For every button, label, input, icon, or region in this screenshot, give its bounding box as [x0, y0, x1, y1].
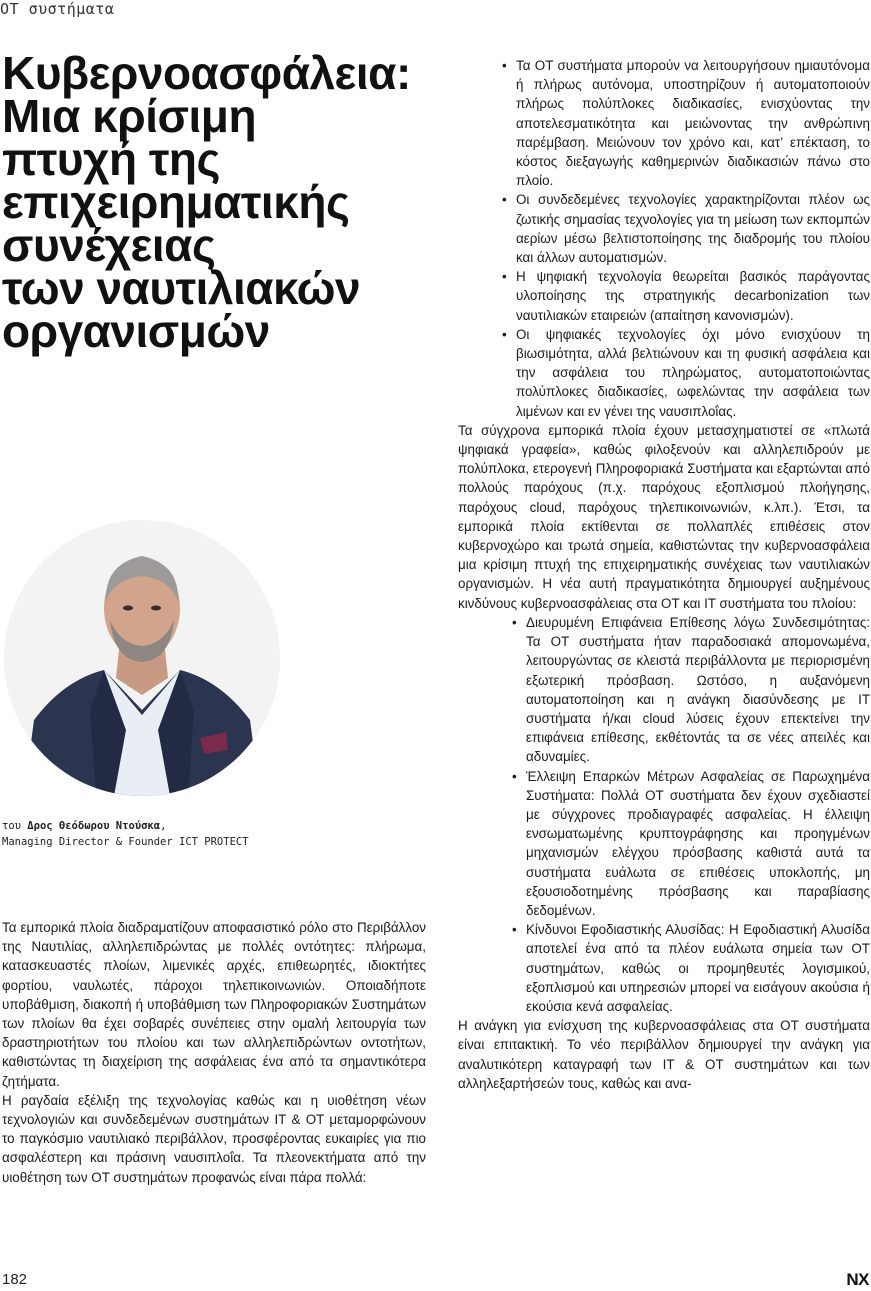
- right-column: [458, 56, 870, 1093]
- risks-list: [458, 613, 870, 1016]
- benefits-list: [458, 56, 870, 421]
- author-photo-illustration: [4, 520, 280, 796]
- list-item: • Κίνδυνοι Εφοδιαστικής Αλυσίδας: Η Εφοδιαστική Αλυσίδα αποτελεί ένα από τα πλέον ευάλωτα σημεία των OT συστημάτων, καθώς οι προμηθευτές λογισμικού, εξοπλισμού και υπηρεσιών μπορεί να εισάγουν ακούσια ή εκούσια κενά ασφαλείας.: [526, 920, 870, 1016]
- title-line: συνέχειας: [2, 219, 216, 271]
- title-line: επιχειρηματικής: [2, 176, 350, 228]
- magazine-logo: NX: [846, 1270, 869, 1289]
- body-paragraph: Τα σύγχρονα εμπορικά πλοία έχουν μετασχηματιστεί σε «πλωτά ψηφιακά γραφεία», καθώς φιλοξενούν και αλληλεπιδρούν με πολύπλοκα, ετερογενή Πληροφοριακά Συστήματα και εξαρτώνται από πολλούς παρόχους (π.χ. παρόχους εξοπλισμού πλοήγησης, παρόχους cloud, παρόχους τηλεπικοινωνιών, κ.λπ.). Έτσι, τα εμπορικά πλοία εκτίθενται σε πολλαπλές επιθέσεις στον κυβερνοχώρο και τρωτά σημεία, καθιστώντας την κυβερνοασφάλεια μια κρίσιμη πτυχή της επιχειρηματικής συνέχειας των ναυτιλιακών οργανισμών. Η νέα αυτή πραγματικότητα δημιουργεί αυξημένους κινδύνους κυβερνοασφάλειας στα OT και IT συστήματα του πλοίου:: [458, 422, 870, 611]
- body-paragraph: Τα εμπορικά πλοία διαδραματίζουν αποφασιστικό ρόλο στο Περιβάλλον της Ναυτιλίας, αλληλεπιδρώντας με πολλές οντότητες: πλήρωμα, κατασκευαστές πλοίων, λιμενικές αρχές, επιθεωρητές, ιδιοκτήτες φορτίου, ναυλωτές, πάροχοι τηλεπικοινωνιών. Οποιαδήποτε υποβάθμιση, διακοπή ή υποβάθμιση των Πληροφοριακών Συστημάτων των πλοίων θα έχει σοβαρές συνέπειες στην ομαλή λειτουργία των δραστηριοτήτων του πλοίου και των αλληλεπιδρώντων οντοτήτων, καθιστώντας τη διαχείριση της ασφάλειας ένα από τα σημαντικότερα ζητήματα.: [2, 920, 426, 1089]
- list-item: • Η ψηφιακή τεχνολογία θεωρείται βασικός παράγοντας υλοποίησης της στρατηγικής decarbonization των ναυτιλιακών εταιρειών (απαίτηση κανονισμών).: [516, 267, 870, 325]
- section-tag: OT συστήματα: [0, 0, 115, 18]
- list-item: • Διευρυμένη Επιφάνεια Επίθεσης λόγω Συνδεσιμότητας: Τα OT συστήματα ήταν παραδοσιακά απομονωμένα, λειτουργώντας σε κλειστά περιβάλλοντα με περιορισμένη εξωτερική πρόσβαση. Ωστόσο, η αυξανόμενη αυτοματοποίηση και η ανάγκη διασύνδεσης με IT συστήματα ή/και cloud λύσεις έχουν επεκτείνει την επιφάνεια επίθεσης, εκθέτοντάς τα σε νέες απειλές και αδυναμίες.: [526, 613, 870, 767]
- list-item: • Έλλειψη Επαρκών Μέτρων Ασφαλείας σε Παρωχημένα Συστήματα: Πολλά OT συστήματα δεν έχουν σχεδιαστεί με σύγχρονες προδιαγραφές ασφαλείας. Η έλλειψη ενσωματωμένης κρυπτογράφησης και προηγμένων μηχανισμών ελέγχου πρόσβασης καθιστά αυτά τα συστήματα ευάλωτα σε επιθέσεις υποκλοπής, μη εξουσιοδοτημένης πρόσβασης και παραβίασης δεδομένων.: [526, 767, 870, 921]
- left-column: [2, 918, 426, 1187]
- author-byline: του Δρος Θεόδωρου Ντούσκα, Managing Director & Founder ICT PROTECT: [2, 820, 249, 848]
- page-number: 182: [2, 1271, 28, 1288]
- list-item: • Οι συνδεδεμένες τεχνολογίες χαρακτηρίζονται πλέον ως ζωτικής σημασίας τεχνολογίες για τη μείωση των εκπομπών αερίων μέσω βελτιστοποίησης της διαδρομής του πλοίου και άλλων αυτοματισμών.: [516, 190, 870, 267]
- body-paragraph: Η ανάγκη για ενίσχυση της κυβερνοασφάλειας στα OT συστήματα είναι επιτακτική. Το νέο περιβάλλον δημιουργεί την ανάγκη για αναλυτικότερη καταγραφή των IT & OT συστημάτων και των αλληλεξαρτήσεών τους, καθώς και ανα-: [458, 1018, 870, 1091]
- article-title: [2, 47, 442, 357]
- title-line: πτυχή της: [2, 133, 220, 185]
- list-item: • Οι ψηφιακές τεχνολογίες όχι μόνο ενισχύουν τη βιωσιμότητα, αλλά βελτιώνουν και τη φυσική ασφάλεια και την ασφάλεια του πληρώματος, αυτοματοποιώντας πολύπλοκες διαδικασίες, ωφελώντας την ασφάλεια των λιμένων και εν γένει της ναυσιπλοΐας.: [516, 325, 870, 421]
- body-paragraph: Η ραγδαία εξέλιξη της τεχνολογίας καθώς και η υιοθέτηση νέων τεχνολογιών και συνδεδεμένων συστημάτων IT & OT μεταμορφώνουν το παγκόσμιο ναυτιλιακό περιβάλλον, προσφέροντας ευκαιρίες για πιο ασφαλέστερη και πράσινη ναυσιπλοΐα. Τα πλεονεκτήματα από την υιοθέτηση των OT συστημάτων προφανώς είναι πάρα πολλά:: [2, 1092, 426, 1185]
- title-line: Κυβερνοασφάλεια:: [2, 47, 411, 99]
- title-line: των ναυτιλιακών: [2, 262, 361, 314]
- title-line: οργανισμών: [2, 305, 270, 357]
- byline-prefix: του: [2, 820, 21, 832]
- author-role: Managing Director & Founder ICT PROTECT: [2, 836, 249, 848]
- title-line: Μια κρίσιμη: [2, 90, 257, 142]
- author-name: Δρος Θεόδωρου Ντούσκα: [27, 820, 161, 832]
- list-item: • Τα OT συστήματα μπορούν να λειτουργήσουν ημιαυτόνομα ή πλήρως αυτόνομα, υποστηρίζουν ή αυτοματοποιούν πλήρως πολύπλοκες διαδικασίες, ενισχύοντας την αποτελεσματικότητα και μειώνοντας την ανθρώπινη παρέμβαση. Μειώνουν τον χρόνο και, κατ’ επέκταση, το κόστος διεξαγωγής καθημερινών διαδικασιών πάνω στο πλοίο.: [516, 56, 870, 190]
- author-portrait: [4, 520, 280, 796]
